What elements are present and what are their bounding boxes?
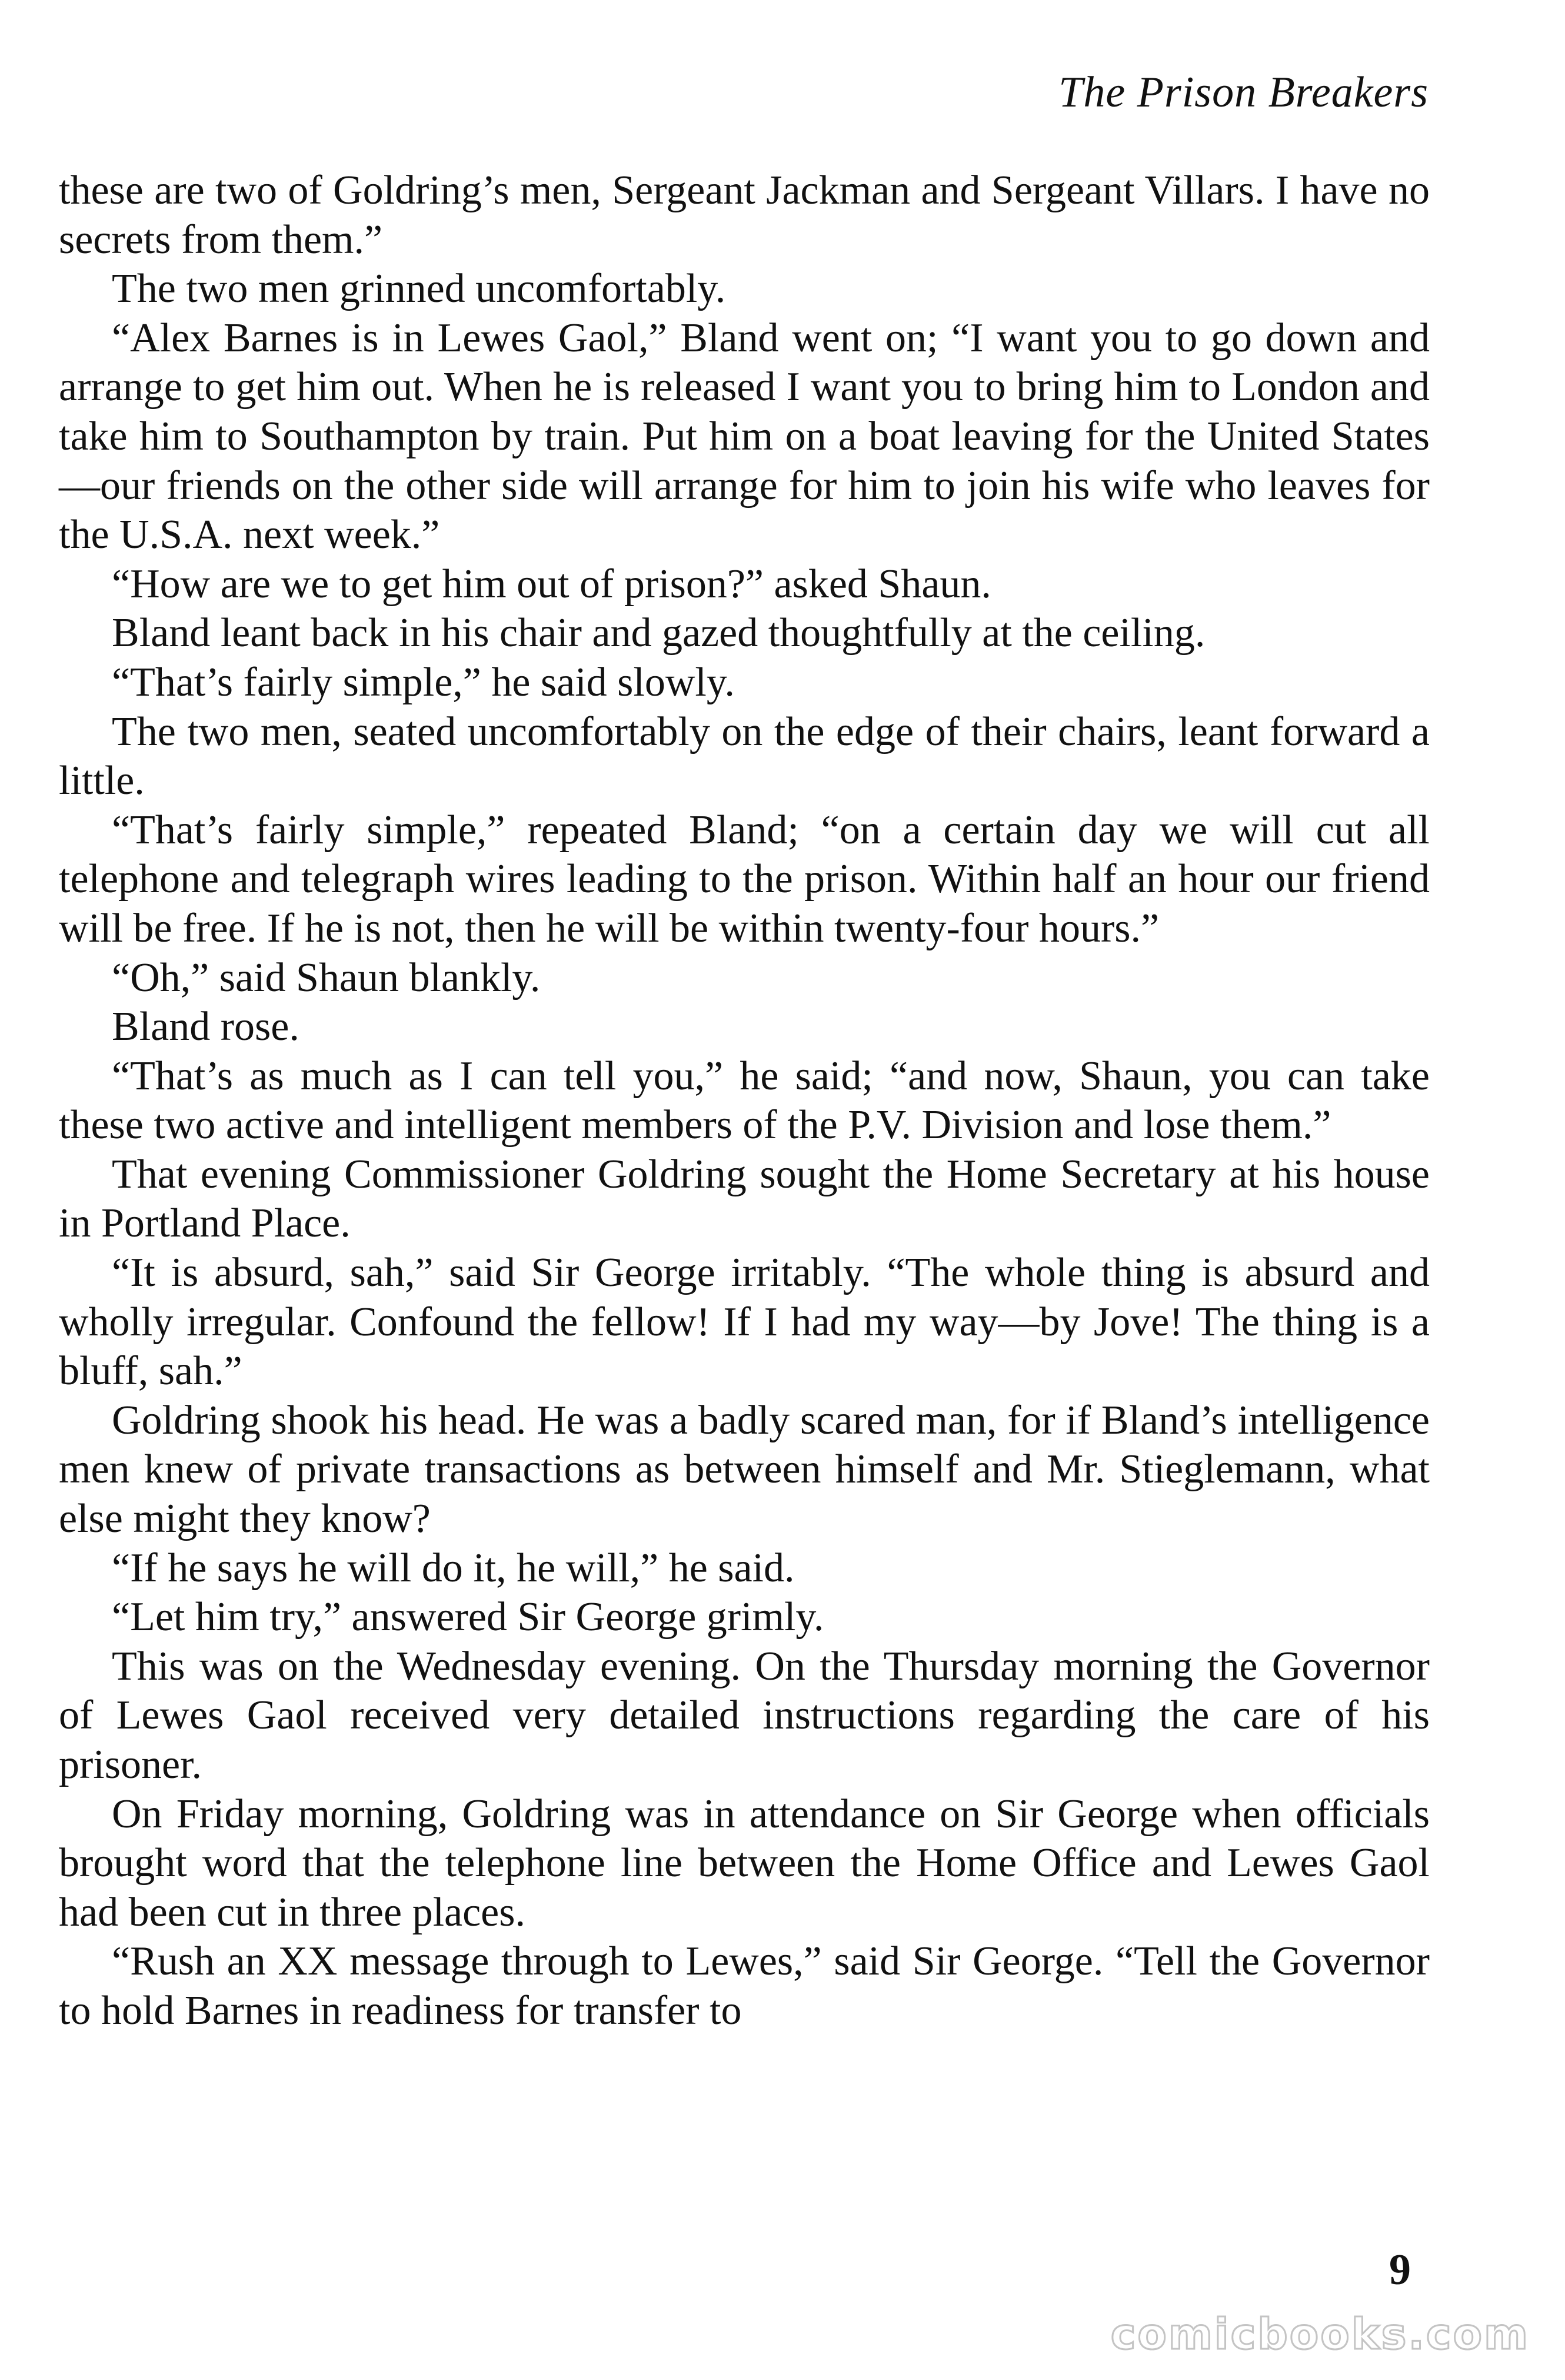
paragraph: “If he says he will do it, he will,” he said.	[112, 1545, 795, 1591]
watermark: comicbooks.com	[1110, 2309, 1530, 2359]
paragraph: “That’s fairly simple,” he said slowly.	[112, 659, 735, 705]
paragraph: “Let him try,” answered Sir George grimly.	[112, 1594, 824, 1640]
paragraph: Goldring shook his head. He was a badly scared man, for if Bland’s intelligence men knew of private transactions as between himself and Mr. Stieglemann, what else might they know?	[59, 1397, 1430, 1542]
paragraph: This was on the Wednesday evening. On the Thursday morning the Governor of Lewes Gaol received very detailed instructions regarding the care of his prisoner.	[59, 1643, 1430, 1787]
paragraph: On Friday morning, Goldring was in attendance on Sir George when officials brought word that the telephone line between the Home Office and Lewes Gaol had been cut in three places.	[59, 1791, 1430, 1935]
paragraph: “Rush an XX message through to Lewes,” said Sir George. “Tell the Governor to hold Barnes in readiness for transfer to	[59, 1939, 1430, 2033]
paragraph: “That’s as much as I can tell you,” he said; “and now, Shaun, you can take these two active and intelligent members of the P.V. Division and lose them.”	[59, 1053, 1430, 1148]
paragraph: The two men grinned uncomfortably.	[112, 266, 726, 312]
page-number: 9	[1389, 2246, 1411, 2294]
paragraph: “How are we to get him out of prison?” asked Shaun.	[112, 561, 991, 607]
paragraph: “Oh,” said Shaun blankly.	[112, 955, 541, 1000]
paragraph: That evening Commissioner Goldring sought the Home Secretary at his house in Portland Place.	[59, 1151, 1430, 1246]
paragraph: Bland rose.	[112, 1004, 299, 1050]
body-text	[59, 166, 1430, 2036]
paragraph: Bland leant back in his chair and gazed thoughtfully at the ceiling.	[112, 610, 1206, 656]
paragraph: “Alex Barnes is in Lewes Gaol,” Bland went on; “I want you to go down and arrange to get him out. When he is released I want you to bring him to London and take him to Southampton by train. Put him on a boat leaving for the United States—our friends on the other side will arrange for him to join his wife who leaves for the U.S.A. next week.”	[59, 315, 1430, 558]
paragraph: “It is absurd, sah,” said Sir George irritably. “The whole thing is absurd and wholly irregular. Confound the fellow! If I had my way—by Jove! The thing is a bluff, sah.”	[59, 1250, 1430, 1394]
paragraph: “That’s fairly simple,” repeated Bland; “on a certain day we will cut all telephone and telegraph wires leading to the prison. Within half an hour our friend will be free. If he is not, then he will be within twenty-four hours.”	[59, 807, 1430, 951]
paragraph: The two men, seated uncomfortably on the edge of their chairs, leant forward a little.	[59, 709, 1430, 804]
running-head: The Prison Breakers	[1058, 68, 1429, 117]
paragraph: these are two of Goldring’s men, Sergeant Jackman and Sergeant Villars. I have no secrets from them.”	[59, 168, 1430, 262]
